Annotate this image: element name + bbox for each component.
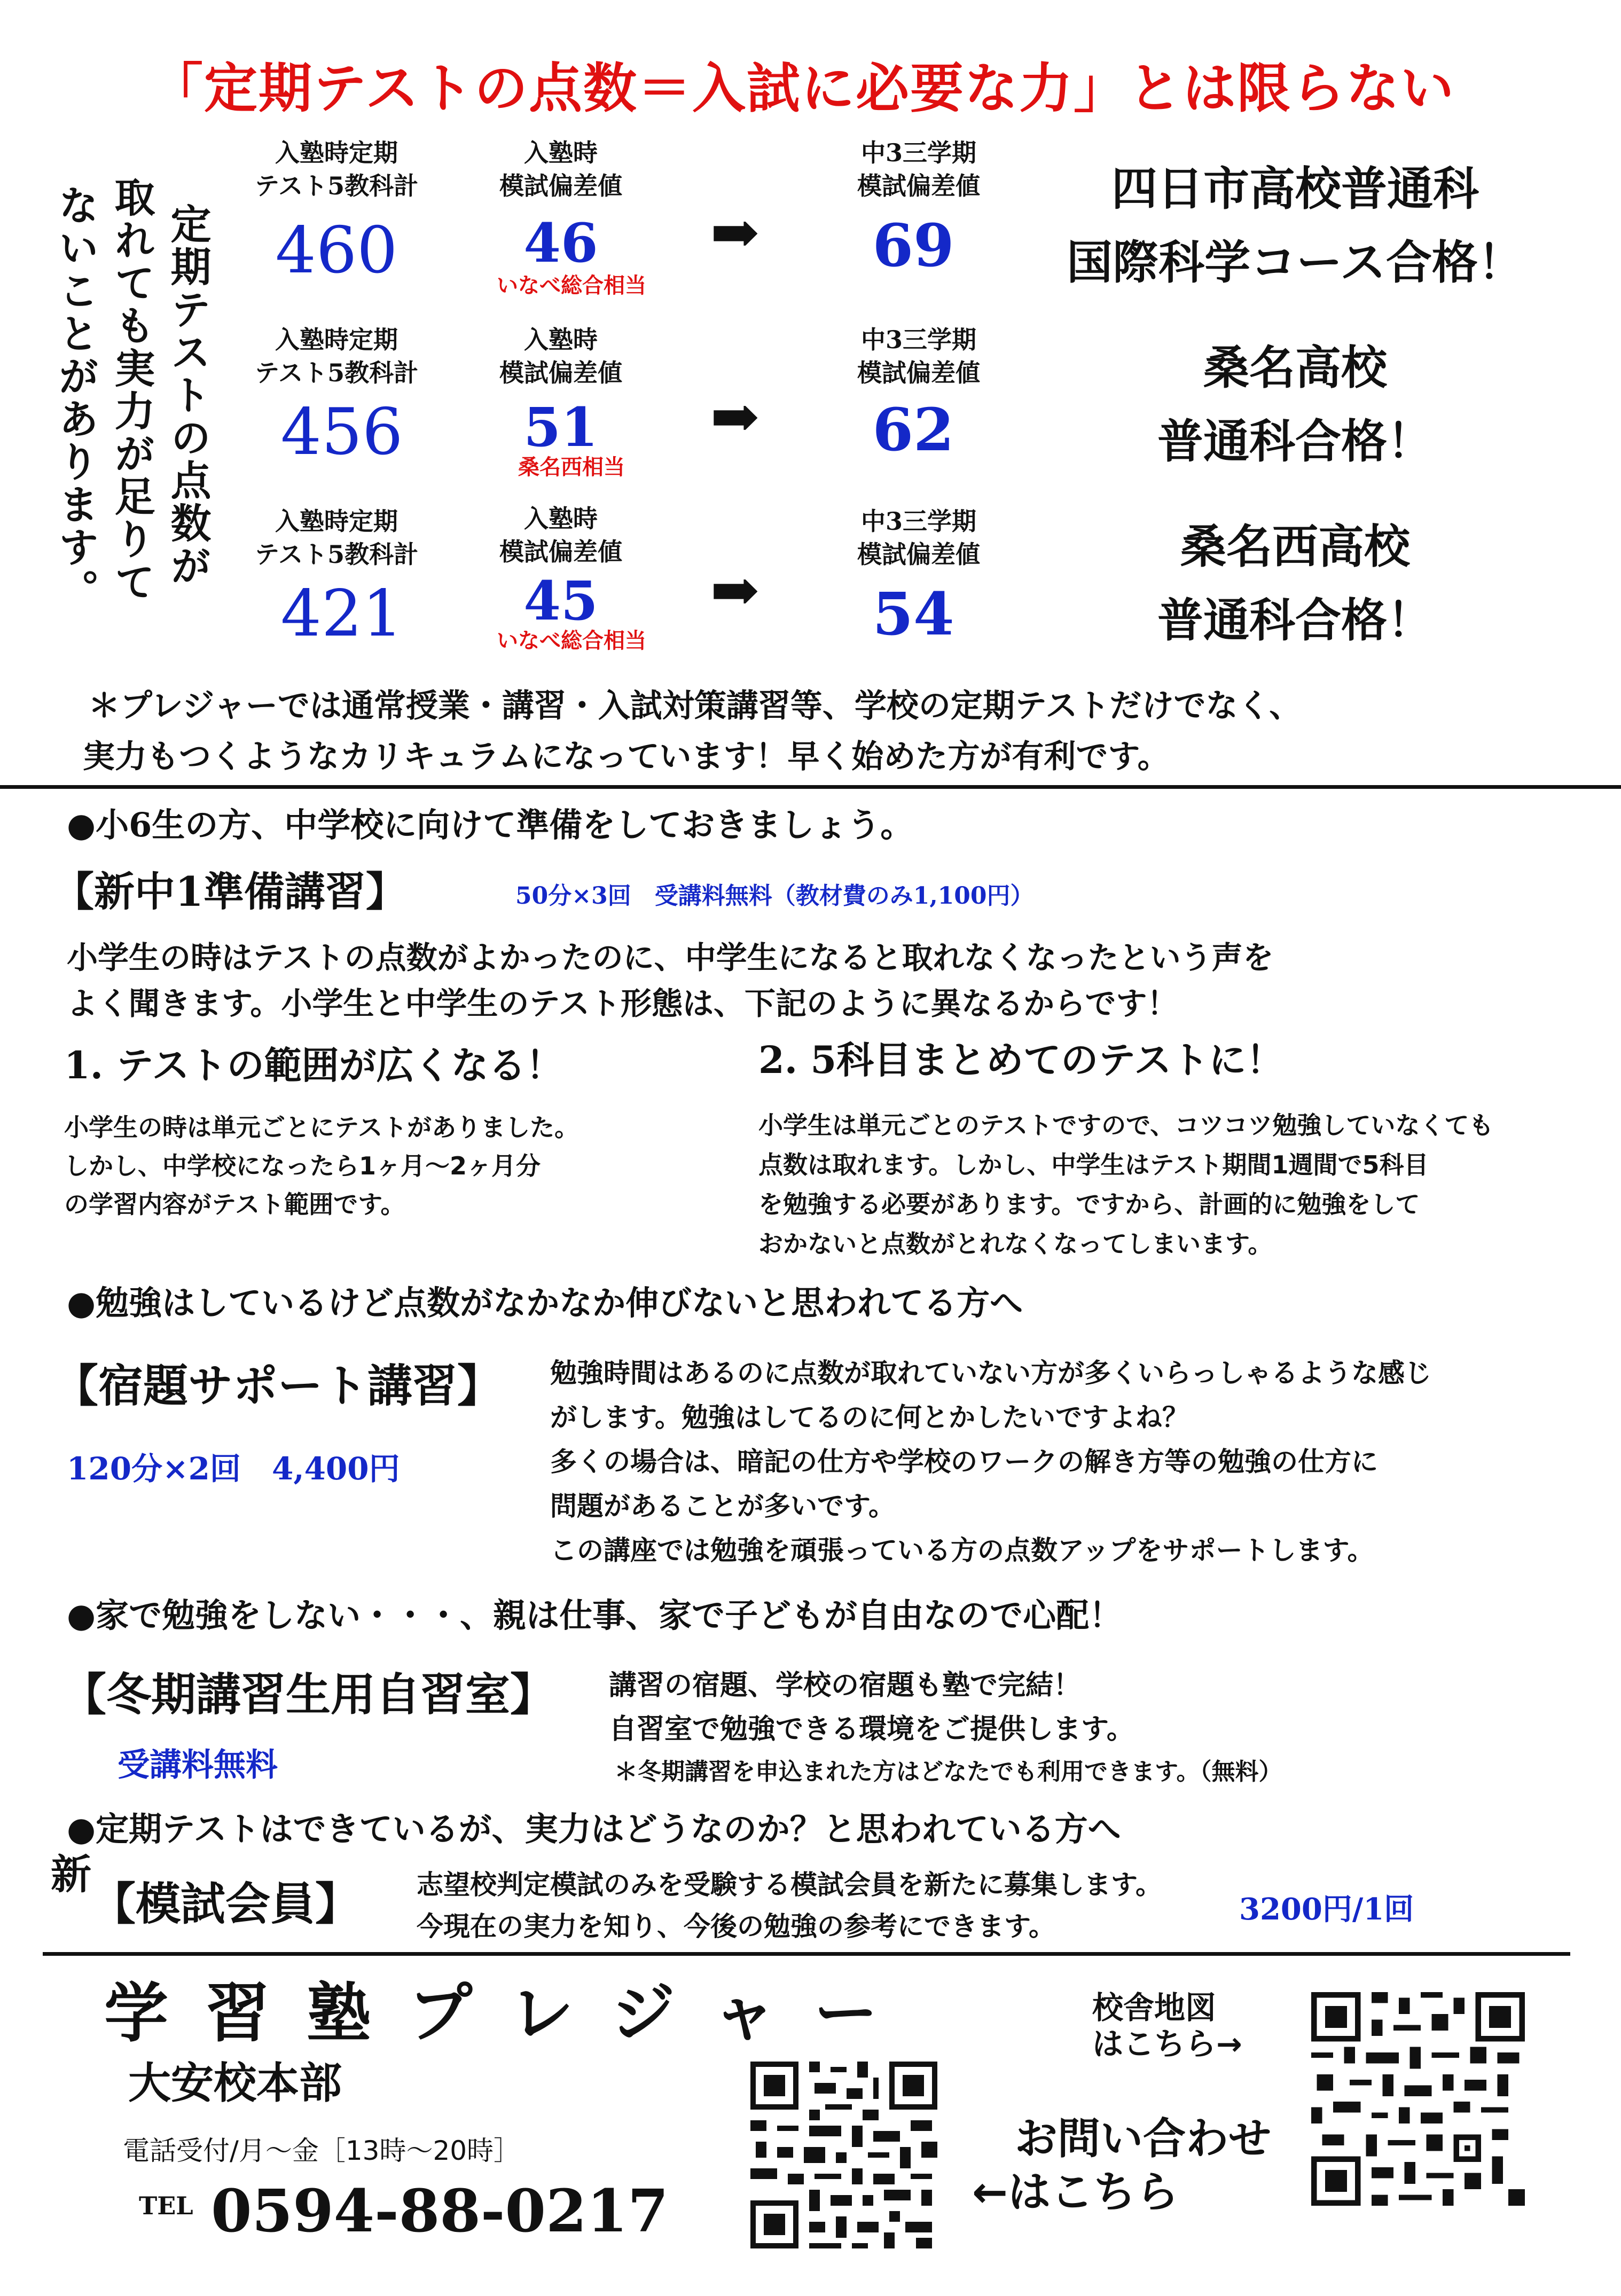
result-text: 桑名高校 普通科合格！: [1157, 341, 1433, 468]
map-label: 校舎地図 はこちら→: [1092, 1989, 1242, 2062]
entry-score: 421: [280, 577, 403, 651]
entry-label: 入塾時定期 テスト5教科計: [254, 325, 419, 387]
course-price: 受講料無料: [118, 1746, 278, 1784]
course-body: 勉強時間はあるのに点数が取れていない方が多くいらっしゃるような感じ がします。勉強はしてるのに何とかしたいですよね？ 多くの場合は、暗記の仕方や学校のワークの解き方等の勉強の仕方に 問題があることが多いです。 この講座では勉強を頑張っている方の点数アップをサポートします。: [550, 1358, 1431, 1566]
course-price: 50分×3回 受講料無料（教材費のみ1,100円）: [515, 882, 1034, 910]
course-price: 120分×2回 4,400円: [67, 1451, 400, 1487]
branch-name: 大安校本部: [128, 2058, 342, 2108]
entry-label: 入塾時定期 テスト5教科計: [254, 138, 419, 200]
course-title: 【新中1準備講習】: [53, 868, 406, 915]
map-qr-code[interactable]: [1306, 1987, 1530, 2211]
tel-label: TEL: [139, 2191, 193, 2220]
arrow-icon: ➡: [710, 555, 760, 624]
vertical-note-line-2: 取れても実力が足りて: [108, 176, 155, 604]
mock-value: 46: [523, 211, 598, 275]
final-value: 54: [872, 579, 954, 648]
result-text: 桑名西高校 普通科合格！: [1157, 520, 1433, 647]
course-price: 3200円/1回: [1239, 1892, 1414, 1927]
final-label: 中3三学期 模試偏差値: [857, 507, 980, 569]
mock-value: 45: [523, 569, 598, 632]
mock-note: いなべ総合相当: [497, 628, 646, 653]
mock-label: 入塾時 模試偏差値: [499, 325, 622, 387]
point-body: 小学生の時は単元ごとにテストがありました。 しかし、中学校になったら1ヶ月〜2ヶ月分 の学習内容がテスト範囲です。: [64, 1113, 580, 1219]
contact-qr-code[interactable]: [745, 2056, 943, 2254]
course-body: 志望校判定模試のみを受験する模試会員を新たに募集します。 今現在の実力を知り、今後の勉強の参考にできます。: [417, 1869, 1162, 1942]
course-note: ＊冬期講習を申込まれた方はどなたでも利用できます。（無料）: [614, 1758, 1282, 1785]
new-badge: 新: [51, 1851, 91, 1898]
point-title: 2. 5科目まとめてのテストに！: [758, 1038, 1284, 1082]
course-body: 小学生の時はテストの点数がよかったのに、中学生になると取れなくなったという声を よく聞きます。小学生と中学生のテスト形態は、下記のように異なるからです！: [67, 939, 1274, 1022]
point-body: 小学生は単元ごとのテストですので、コツコツ勉強していなくても 点数は取れます。しかし、中学生はテスト期間1週間で5科目 を勉強する必要があります。ですから、計画的に勉強をして おかないと点数がとれなくなってしまいます。: [758, 1111, 1494, 1258]
course-title: 【宿題サポート講習】: [53, 1359, 503, 1412]
mock-label: 入塾時 模試偏差値: [499, 138, 622, 200]
final-value: 69: [872, 211, 954, 280]
course-body: 講習の宿題、学校の宿題も塾で完結！ 自習室で勉強できる環境をご提供します。: [609, 1670, 1134, 1745]
arrow-icon: ➡: [710, 382, 760, 451]
entry-label: 入塾時定期 テスト5教科計: [254, 507, 419, 569]
school-name: 学 習 塾 プ レ ジ ャ ー: [104, 1976, 886, 2051]
vertical-note-line-1: 定期テストの点数が: [164, 203, 212, 587]
point-title: 1. テストの範囲が広くなる！: [64, 1043, 563, 1087]
result-text: 四日市高校普通科 国際科学コース合格！: [1067, 162, 1524, 289]
intro-note: ＊プレジャーでは通常授業・講習・入試対策講習等、学校の定期テストだけでなく、 実力もつくようなカリキュラムになっています！早く始めた方が有利です。: [83, 687, 1302, 775]
divider: [43, 1952, 1570, 1956]
vertical-note-line-3: ないことがあります。: [52, 184, 99, 612]
section-lead: ●定期テストはできているが、実力はどうなのか？と思われている方へ: [67, 1809, 1121, 1848]
course-title: 【模試会員】: [91, 1877, 361, 1930]
section-lead: ●家で勉強をしない・・・、親は仕事、家で子どもが自由なので心配！: [67, 1596, 1123, 1635]
contact-label: お問い合わせ ←はこちら: [972, 2114, 1271, 2217]
course-title: 【冬期講習生用自習室】: [61, 1668, 555, 1721]
divider: [0, 785, 1621, 789]
mock-note: いなべ総合相当: [497, 273, 646, 298]
arrow-icon: ➡: [710, 198, 760, 267]
final-label: 中3三学期 模試偏差値: [857, 325, 980, 387]
headline: 「定期テストの点数＝入試に必要な力」とは限らない: [150, 57, 1455, 120]
entry-score: 460: [275, 214, 398, 288]
tel-number[interactable]: 0594-88-0217: [211, 2176, 669, 2245]
mock-label: 入塾時 模試偏差値: [499, 504, 622, 566]
section-lead: ●勉強はしているけど点数がなかなか伸びないと思われてる方へ: [67, 1283, 1023, 1322]
mock-note: 桑名西相当: [518, 455, 625, 480]
final-label: 中3三学期 模試偏差値: [857, 138, 980, 200]
mock-value: 51: [523, 396, 598, 459]
section-lead: ●小6生の方、中学校に向けて準備をしておきましょう。: [67, 805, 914, 844]
phone-hours: 電話受付/月〜金［13時〜20時］: [123, 2135, 521, 2166]
final-value: 62: [872, 395, 954, 464]
entry-score: 456: [280, 395, 403, 469]
